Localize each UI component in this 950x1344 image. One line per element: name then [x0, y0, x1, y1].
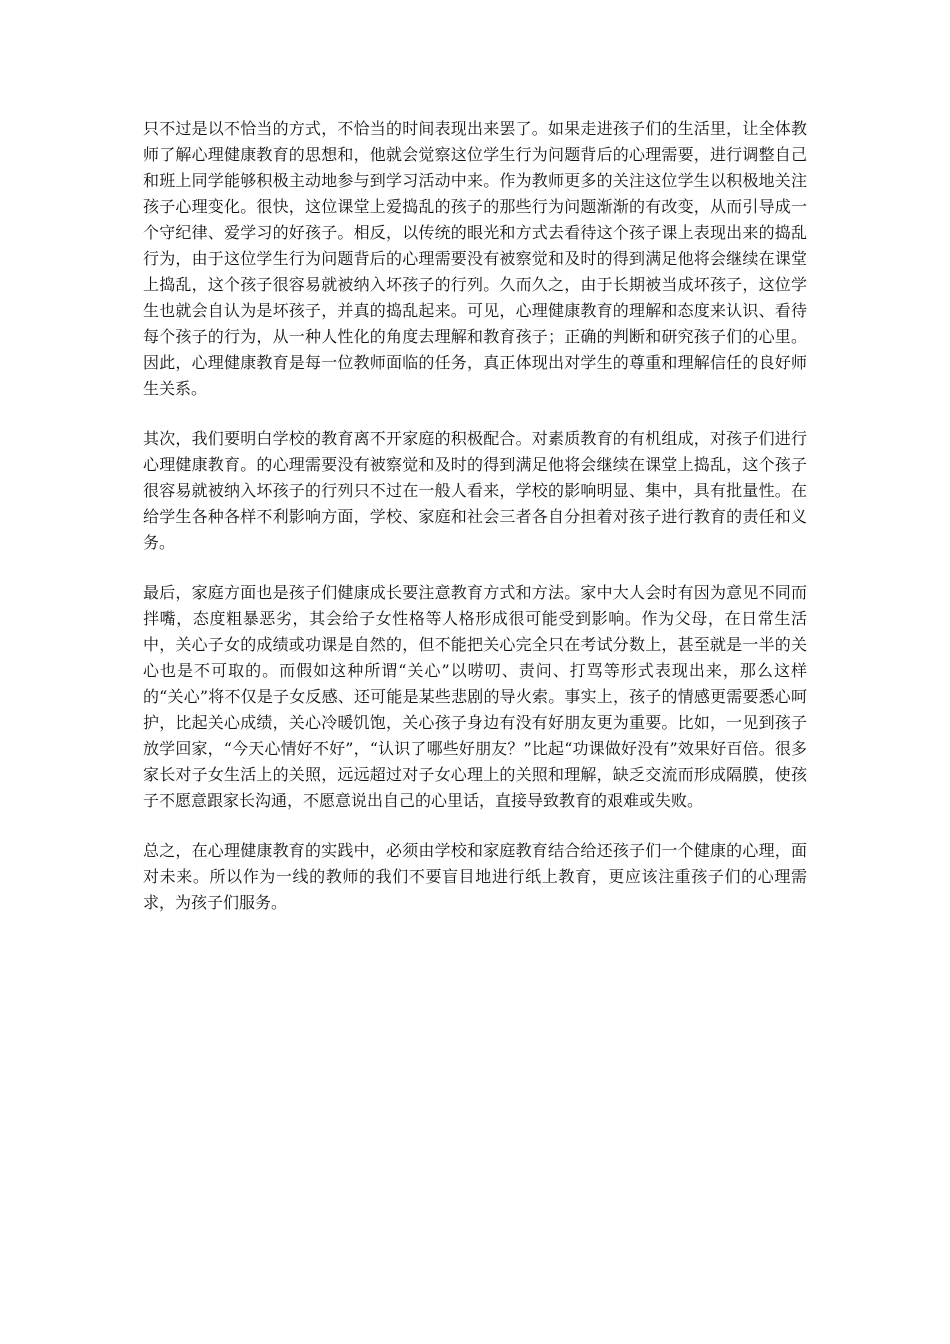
paragraph-conclusion: 总之，在心理健康教育的实践中，必须由学校和家庭教育结合给还孩子们一个健康的心理，面对未来。所以作为一线的教师的我们不要盲目地进行纸上教育，更应该注重孩子们的心理需求，为孩子们服务。: [143, 841, 807, 912]
document-body: [143, 116, 807, 940]
paragraph-family-cooperation: 其次，我们要明白学校的教育离不开家庭的积极配合。对素质教育的有机组成，对孩子们进行心理健康教育。的心理需要没有被察觉和及时的得到满足他将会继续在课堂上捣乱，这个孩子很容易就被纳入坏孩子的行列只不过在一般人看来，学校的影响明显、集中，具有批量性。在给学生各种各样不利影响方面，学校、家庭和社会三者各自分担着对孩子进行教育的责任和义务。: [143, 429, 807, 552]
paragraph-teacher-role: 只不过是以不恰当的方式，不恰当的时间表现出来罢了。如果走进孩子们的生活里，让全体教师了解心理健康教育的思想和，他就会觉察这位学生行为问题背后的心理需要，进行调整自己和班上同学能够积极主动地参与到学习活动中来。作为教师更多的关注这位学生以积极地关注孩子心理变化。很快，这位课堂上爱捣乱的孩子的那些行为问题渐渐的有改变，从而引导成一个守纪律、爱学习的好孩子。相反，以传统的眼光和方式去看待这个孩子课上表现出来的捣乱行为，由于这位学生行为问题背后的心理需要没有被察觉和及时的得到满足他将会继续在课堂上捣乱，这个孩子很容易就被纳入坏孩子的行列。久而久之，由于长期被当成坏孩子，这位学生也就会自认为是坏孩子，并真的捣乱起来。可见，心理健康教育的理解和态度来认识、看待每个孩子的行为，从一种人性化的角度去理解和教育孩子；正确的判断和研究孩子们的心里。因此，心理健康教育是每一位教师面临的任务，真正体现出对学生的尊重和理解信任的良好师生关系。: [143, 119, 807, 398]
paragraph-family-methods: 最后，家庭方面也是孩子们健康成长要注意教育方式和方法。家中大人会时有因为意见不同而拌嘴，态度粗暴恶劣，其会给子女性格等人格形成很可能受到影响。作为父母，在日常生活中，关心子女的成绩或功课是自然的，但不能把关心完全只在考试分数上，甚至就是一半的关心也是不可取的。而假如这种所谓“关心”以唠叨、责问、打骂等形式表现出来，那么这样的“关心”将不仅是子女反感、还可能是某些悲剧的导火索。事实上，孩子的情感更需要悉心呵护，比起关心成绩，关心冷暖饥饱，关心孩子身边有没有好朋友更为重要。比如，一见到孩子放学回家，“今天心情好不好”，“认识了哪些好朋友？”比起“功课做好没有”效果好百倍。很多家长对子女生活上的关照，远远超过对子女心理上的关照和理解，缺乏交流而形成隔膜，使孩子不愿意跟家长沟通，不愿意说出自己的心里话，直接导致教育的艰难或失败。: [143, 583, 807, 810]
